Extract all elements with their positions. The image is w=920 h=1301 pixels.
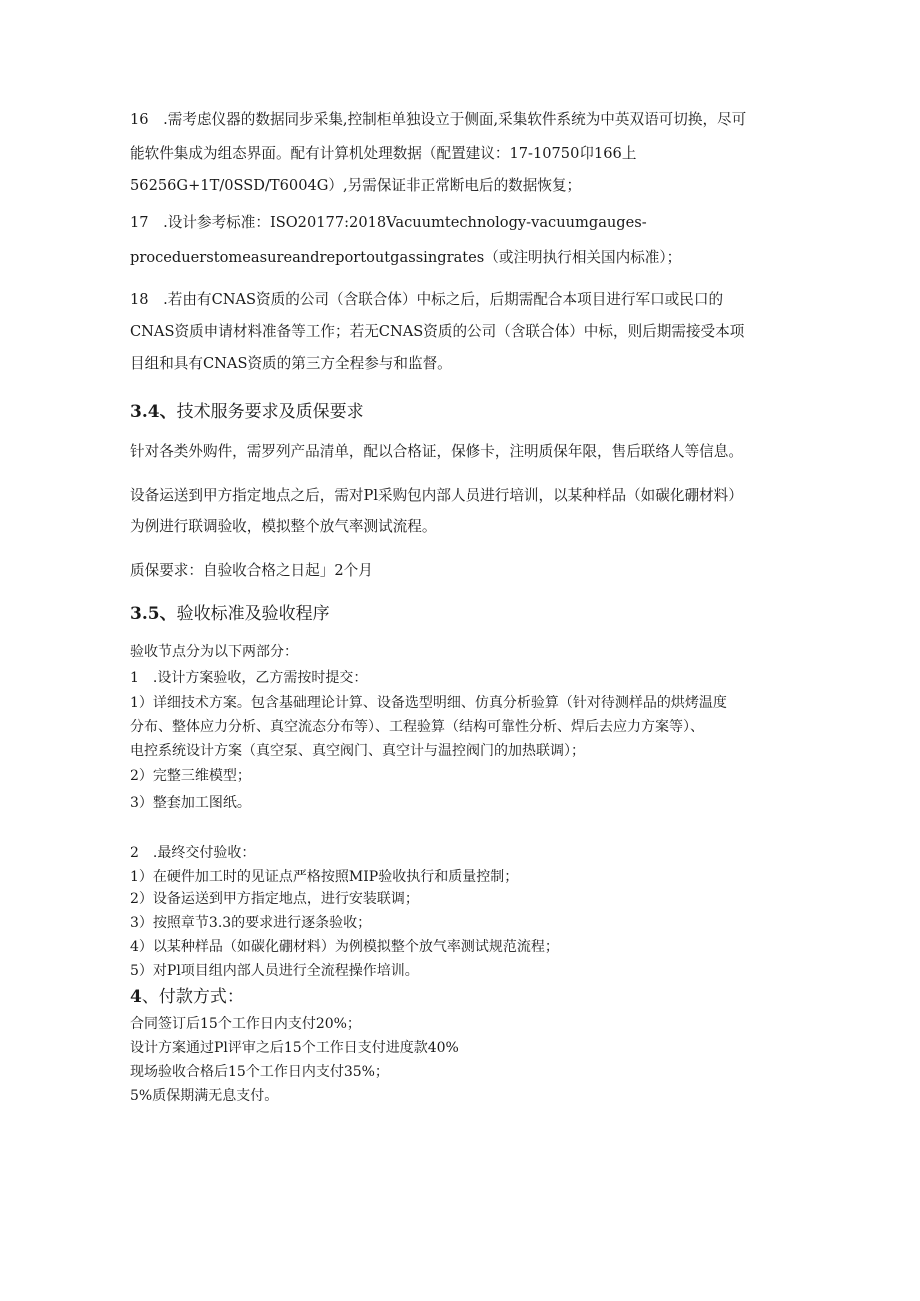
section-title: 技术服务要求及质保要求 [176,402,364,422]
payment-line-4: 5%质保期满无息支付。 [130,1088,279,1104]
item-18-line-3: 目组和具有CNAS资质的第三方全程参与和监督。 [130,355,452,372]
sec34-paragraph-2-line-2: 为例进行联调验收，模拟整个放气率测试流程。 [130,518,437,535]
sec35-part-2-item-2: 2）设备运送到甲方指定地点，进行安装联调； [130,891,419,907]
sec35-part-1-item-1-line-1: 1）详细技术方案。包含基础理论计算、设备选型明细、仿真分析验算（针对待测样品的烘烤温度 [130,695,727,711]
sec34-warranty: 质保要求：自验收合格之日起」2个月 [130,562,373,579]
payment-line-1: 合同签订后15个工作日内支付20%； [130,1016,361,1032]
payment-line-3: 现场验收合格后15个工作日内支付35%； [130,1064,389,1080]
sec35-part-2-item-3: 3）按照章节3.3的要求进行逐条验收； [130,915,372,931]
sec35-part-2-heading: 2 .最终交付验收： [130,845,256,861]
item-16-line-3: 56256G+1T/0SSD/T6004G）,另需保证非正常断电后的数据恢复； [130,177,582,194]
sec35-part-1-item-1-line-2: 分布、整体应力分析、真空流态分布等）、工程验算（结构可靠性分析、焊后去应力方案等）、 [130,719,704,735]
sec34-paragraph-1: 针对各类外购件，需罗列产品清单，配以合格证，保修卡，注明质保年限，售后联络人等信息。 [130,443,743,460]
section-number: 3.4、 [130,402,177,422]
item-18-line-2: CNAS资质申请材料准备等工作；若无CNAS资质的公司（含联合体）中标，则后期需接受本项 [130,323,745,340]
section-3-5-heading [130,603,330,625]
sec35-part-1-item-2: 2）完整三维模型； [130,768,251,784]
item-18-line-1: 18 .若由有CNAS资质的公司（含联合体）中标之后，后期需配合本项目进行军口或民口的 [130,291,724,308]
payment-line-2: 设计方案通过Pl评审之后15个工作日支付进度款40% [130,1040,459,1056]
sec35-part-2-item-4: 4）以某种样品（如碳化硼材料）为例模拟整个放气率测试规范流程； [130,939,559,955]
section-4-heading [130,986,244,1008]
item-16-line-1: 16 .需考虑仪器的数据同步采集,控制柜单独设立于侧面,采集软件系统为中英双语可切换，尽可 [130,111,747,128]
section-3-4-heading [130,401,364,423]
section-title: 验收标准及验收程序 [176,604,330,624]
sec35-part-2-item-5: 5）对Pl项目组内部人员进行全流程操作培训。 [130,963,419,979]
section-number: 3.5、 [130,604,177,624]
section-number: 4 [130,987,142,1007]
sec35-part-1-item-1-line-3: 电控系统设计方案（真空泵、真空阀门、真空计与温控阀门的加热联调）； [130,743,585,759]
item-17-line-1: 17 .设计参考标准：ISO20177:2018Vacuumtechnology-vacuumgauges- [130,214,647,231]
item-16-line-2: 能软件集成为组态界面。配有计算机处理数据（配置建议：17-10750卬166上 [130,145,637,162]
sec35-part-2-item-1: 1）在硬件加工时的见证点严格按照MIP验收执行和质量控制； [130,869,519,885]
sec35-intro: 验收节点分为以下两部分： [130,644,298,660]
sec34-paragraph-2-line-1: 设备运送到甲方指定地点之后，需对Pl采购包内部人员进行培训，以某种样品（如碳化硼材料） [130,487,743,504]
sec35-part-1-heading: 1 .设计方案验收，乙方需按时提交： [130,670,368,686]
sec35-part-1-item-3: 3）整套加工图纸。 [130,795,251,811]
section-title: 、付款方式： [141,987,244,1007]
item-17-line-2: proceduerstomeasureandreportoutgassingrates（或注明执行相关国内标准）； [130,249,682,266]
